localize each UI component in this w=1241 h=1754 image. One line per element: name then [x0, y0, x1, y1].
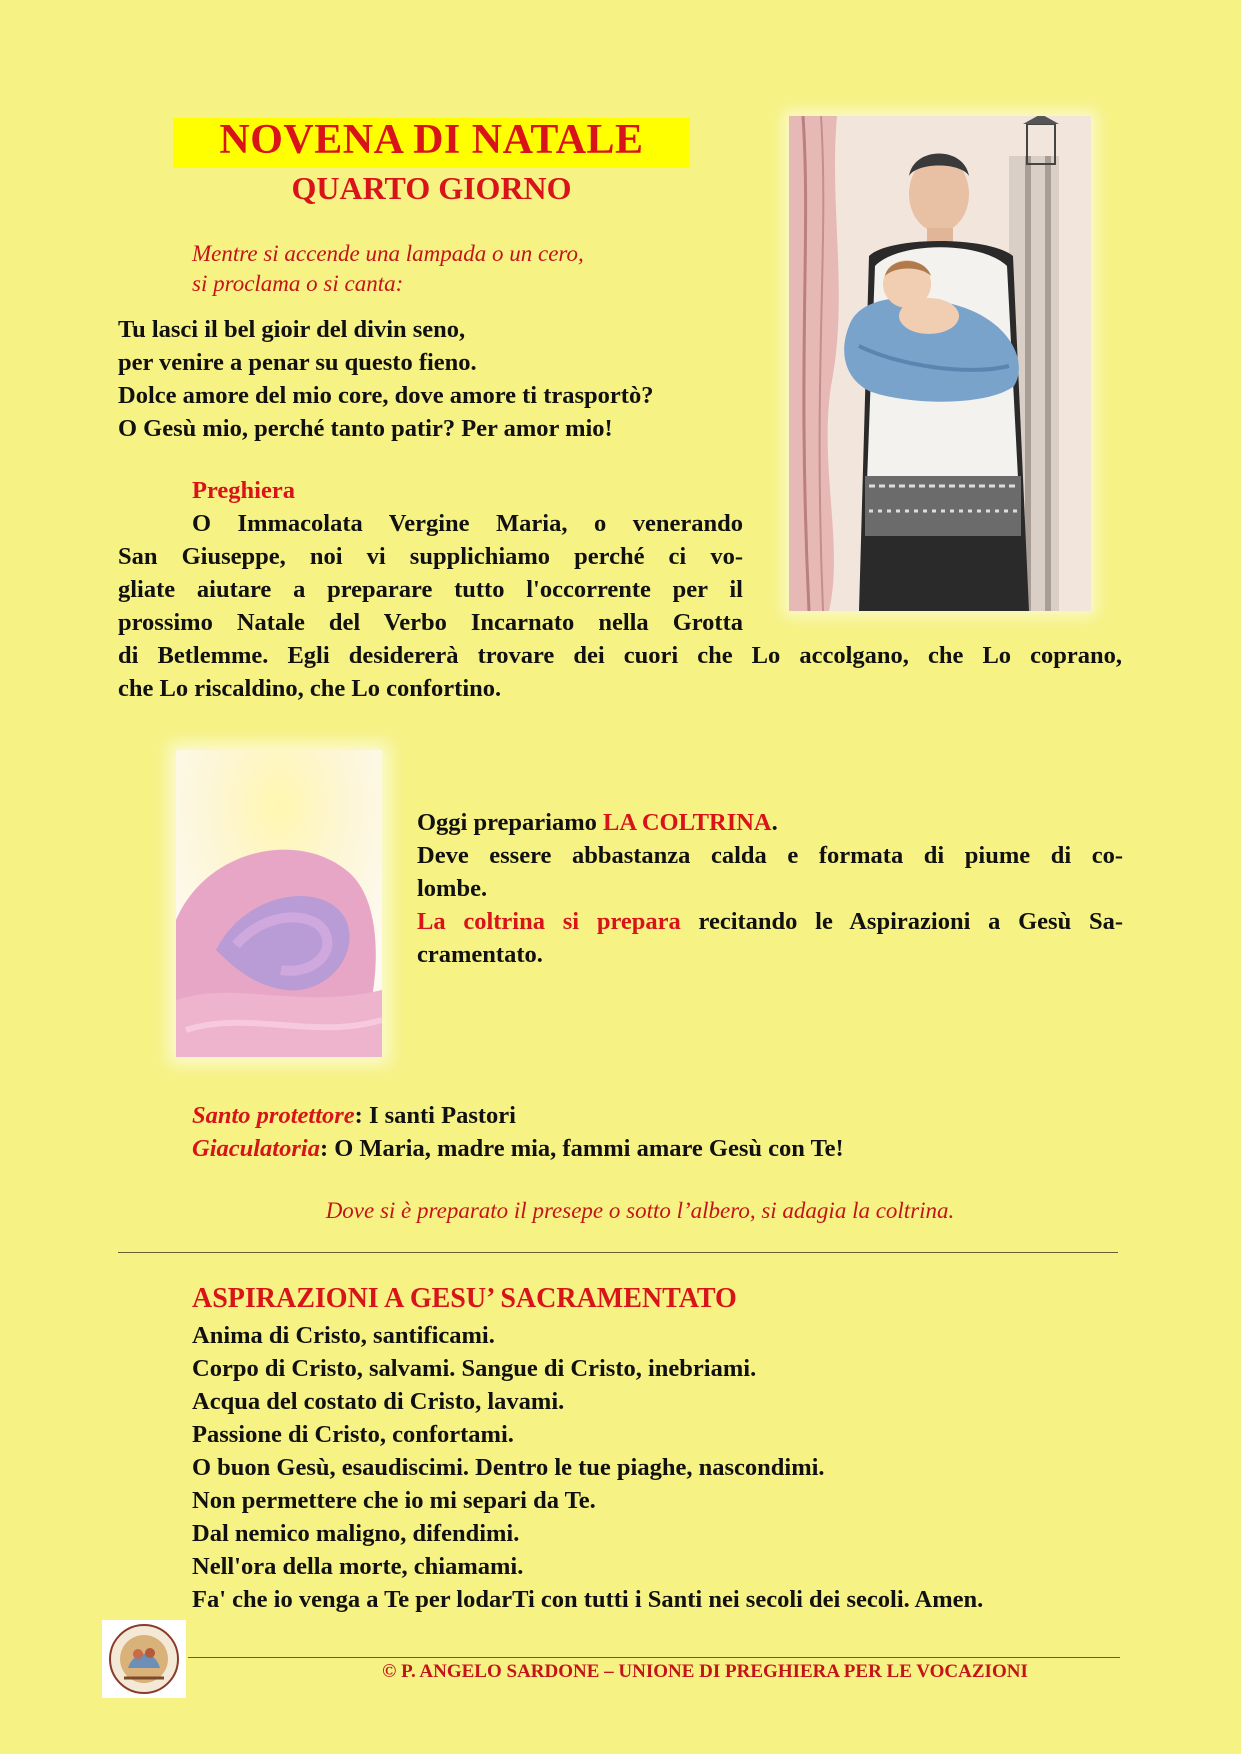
saint-protector-label: Santo protettore	[192, 1102, 355, 1129]
saint-protector-value: : I santi Pastori	[354, 1102, 516, 1129]
preparation-line: cramentato.	[417, 941, 543, 968]
prayer-line: gliate aiutare a preparare tutto l'occorrente per il	[118, 576, 743, 603]
aspirations-heading: ASPIRAZIONI A GESU’ SACRAMENTATO	[192, 1283, 737, 1314]
footer-copyright: © P. ANGELO SARDONE – UNIONE DI PREGHIERA PER LE VOCAZIONI	[382, 1661, 1028, 1682]
aspiration-line: O buon Gesù, esaudiscimi. Dentro le tue piaghe, nascondimi.	[192, 1454, 825, 1481]
footer-divider	[188, 1657, 1120, 1658]
rubric-closing: Dove si è preparato il presepe o sotto l’albero, si adagia la coltrina.	[325, 1198, 955, 1223]
rubric-intro	[192, 239, 584, 299]
aspiration-line: Dal nemico maligno, difendimi.	[192, 1520, 520, 1547]
rubric-intro-line: si proclama o si canta:	[192, 271, 404, 296]
page-title: NOVENA DI NATALE	[219, 117, 644, 163]
ejaculation-value: : O Maria, madre mia, fammi amare Gesù con Te!	[319, 1135, 844, 1162]
preparation-line: Deve essere abbastanza calda e formata di piume di co-	[417, 842, 1123, 869]
prayer-line: O Immacolata Vergine Maria, o venerando	[192, 510, 743, 537]
preparation-line	[417, 806, 1123, 839]
priest-holding-child-illustration	[789, 116, 1091, 611]
prayer-heading: Preghiera	[192, 477, 295, 504]
section-divider	[118, 1252, 1118, 1253]
aspiration-line: Fa' che io venga a Te per lodarTi con tutti i Santi nei secoli dei secoli. Amen.	[192, 1586, 984, 1613]
song-line: Tu lasci il bel gioir del divin seno,	[118, 316, 466, 343]
preparation-line: lombe.	[417, 875, 488, 902]
aspiration-line: Passione di Cristo, confortami.	[192, 1421, 514, 1448]
aspirations-list	[192, 1319, 983, 1616]
prayer-line: che Lo riscaldino, che Lo confortino.	[118, 675, 502, 702]
page-subtitle: QUARTO GIORNO	[291, 170, 572, 206]
rubric-intro-line: Mentre si accende una lampada o un cero,	[192, 241, 584, 266]
song-stanza	[118, 313, 653, 445]
aspiration-line: Corpo di Cristo, salvami. Sangue di Cristo, inebriami.	[192, 1355, 757, 1382]
preparation-line	[417, 905, 1123, 938]
aspiration-line: Nell'ora della morte, chiamami.	[192, 1553, 524, 1580]
song-line: O Gesù mio, perché tanto patir? Per amor mio!	[118, 415, 613, 442]
union-of-prayer-logo	[102, 1620, 186, 1698]
preparation-method-label: La coltrina si prepara	[417, 908, 681, 935]
prayer-line: prossimo Natale del Verbo Incarnato nella Grotta	[118, 609, 743, 636]
preparation-item: LA COLTRINA	[603, 809, 772, 836]
ejaculation-label: Giaculatoria	[192, 1135, 320, 1162]
prayer-line: San Giuseppe, noi vi supplichiamo perché ci vo-	[118, 543, 743, 570]
aspiration-line: Anima di Cristo, santificami.	[192, 1322, 495, 1349]
ejaculation	[192, 1132, 844, 1165]
preparation-period: .	[771, 809, 778, 836]
preparation-intro: Oggi prepariamo	[417, 809, 604, 836]
preparation-paragraph	[417, 806, 1123, 971]
song-line: Dolce amore del mio core, dove amore ti trasportò?	[118, 382, 654, 409]
aspiration-line: Acqua del costato di Cristo, lavami.	[192, 1388, 565, 1415]
prayer-text-narrow	[118, 507, 743, 639]
song-line: per venire a penar su questo fieno.	[118, 349, 477, 376]
prayer-text-wide	[118, 639, 1122, 705]
preparation-method-text: recitando le Aspirazioni a Gesù Sa-	[680, 908, 1123, 935]
saint-protector	[192, 1099, 516, 1132]
pink-cloth-picture	[176, 750, 382, 1057]
prayer-line: di Betlemme. Egli desidererà trovare dei cuori che Lo accolgano, che Lo coprano,	[118, 642, 1122, 669]
aspiration-line: Non permettere che io mi separi da Te.	[192, 1487, 596, 1514]
